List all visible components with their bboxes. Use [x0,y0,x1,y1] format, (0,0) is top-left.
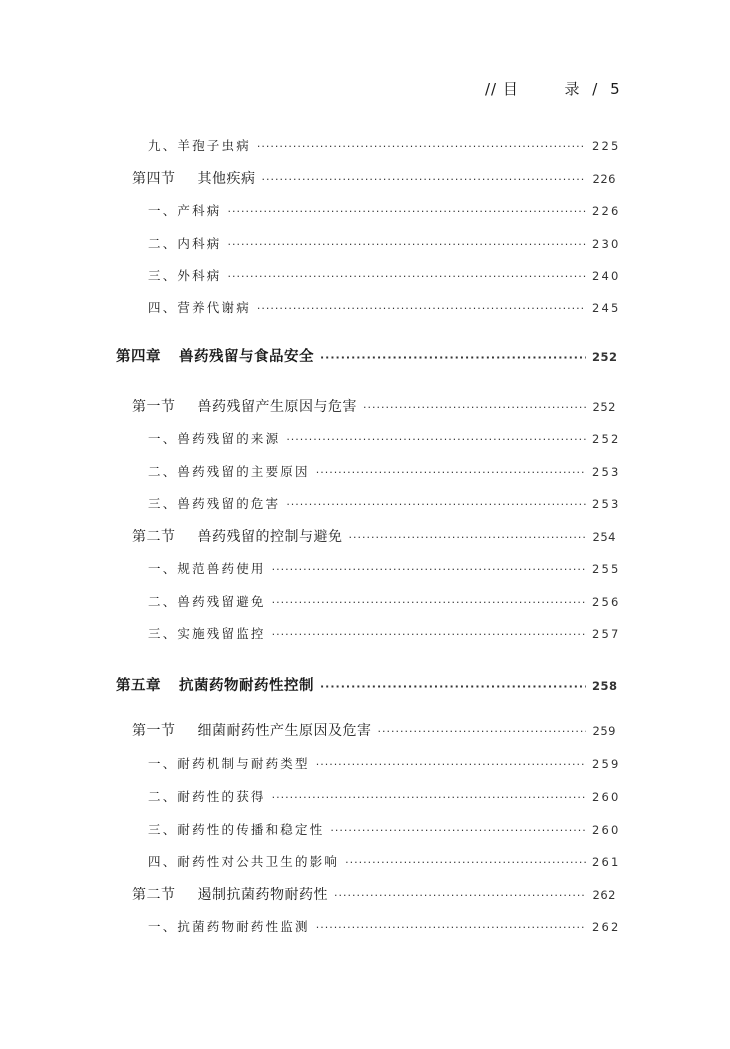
dot-leader [272,563,586,576]
toc-section[interactable] [132,526,616,546]
toc-item[interactable] [148,852,621,872]
toc-item-label: 一、规范兽药使用 [148,561,266,576]
toc-item-label: 二、兽药残留避免 [148,594,266,609]
toc-page-number: 245 [592,301,621,315]
toc-page-number: 225 [592,139,621,153]
toc-item-label: 四、营养代谢病 [148,300,251,315]
toc-item[interactable] [148,201,621,221]
toc-page-number: 258 [592,679,618,693]
toc-section[interactable] [132,884,616,904]
toc-item-label: 二、耐药性的获得 [148,789,266,804]
toc-section-number: 第二节 [132,887,176,903]
toc-page-number: 256 [592,595,621,609]
toc-page-number: 240 [592,269,621,283]
toc-page-number: 226 [592,204,621,218]
toc-item-label: 三、实施残留监控 [148,626,266,641]
toc-page-number: 260 [592,790,621,804]
toc-item-label: 一、兽药残留的来源 [148,431,281,446]
dot-leader [262,173,587,186]
toc-item-label: 九、羊孢子虫病 [148,138,251,153]
header-title-part2: 录 [564,80,581,98]
toc-page-number: 262 [592,920,621,934]
toc-page-number: 260 [592,823,621,837]
toc-item[interactable] [148,298,621,318]
toc-item-label: 四、耐药性对公共卫生的影响 [148,854,340,869]
dot-leader [349,531,587,544]
toc-item[interactable] [148,266,621,286]
toc-page-number: 254 [592,530,616,544]
toc-page-number: 255 [592,562,621,576]
toc-item[interactable] [148,754,621,774]
dot-leader [316,758,586,771]
toc-item[interactable] [148,820,621,840]
toc-item[interactable] [148,234,621,254]
dot-leader [316,921,586,934]
toc-section-number: 第一节 [132,723,176,739]
dot-leader [257,140,586,153]
dot-leader [228,238,586,251]
toc-item[interactable] [148,624,621,644]
running-header [485,78,621,99]
toc-item[interactable] [148,429,621,449]
dot-leader [378,725,587,738]
toc-item-label: 一、产科病 [148,203,222,218]
toc-chapter-number: 第四章 [116,349,161,365]
dot-leader [320,680,586,693]
toc-item-label: 一、耐药机制与耐药类型 [148,756,310,771]
dot-leader [272,596,586,609]
dot-leader [334,889,586,902]
toc-chapter[interactable] [116,674,616,694]
toc-item[interactable] [148,136,621,156]
toc-item-label: 三、外科病 [148,268,222,283]
toc-item[interactable] [148,592,621,612]
toc-page-number: 253 [592,465,621,479]
dot-leader [316,466,586,479]
toc-section-number: 第四节 [132,171,176,187]
toc-page-number: 230 [592,237,621,251]
toc-section-label: 兽药残留的控制与避免 [197,529,343,545]
toc-page-number: 262 [592,888,616,902]
toc-section[interactable] [132,168,616,188]
toc-item[interactable] [148,462,621,482]
dot-leader [257,302,586,315]
toc-page-number: 252 [592,400,616,414]
toc-item[interactable] [148,494,621,514]
toc-page-number: 259 [592,724,616,738]
dot-leader [228,270,586,283]
toc-page-number: 261 [592,855,621,869]
toc-page-number: 253 [592,497,621,511]
toc-section-label: 其他疾病 [197,171,256,187]
dot-leader [345,856,586,869]
toc-section-label: 细菌耐药性产生原因及危害 [197,723,372,739]
header-page-number: 5 [610,80,621,98]
toc-page-number: 259 [592,757,621,771]
toc-section-label: 兽药残留产生原因与危害 [197,399,357,415]
toc-item-label: 三、兽药残留的危害 [148,496,281,511]
toc-chapter[interactable] [116,345,616,365]
toc-page-number: 226 [592,172,616,186]
toc-chapter-label: 抗菌药物耐药性控制 [179,678,314,694]
toc-item[interactable] [148,787,621,807]
dot-leader [320,351,586,364]
dot-leader [286,433,586,446]
toc-item[interactable] [148,559,621,579]
dot-leader [272,791,586,804]
toc-chapter-number: 第五章 [116,678,161,694]
toc-section[interactable] [132,396,616,416]
toc-page-number: 252 [592,350,618,364]
toc-item-label: 三、耐药性的传播和稳定性 [148,822,325,837]
dot-leader [272,628,586,641]
toc-item-label: 二、内科病 [148,236,222,251]
toc-section-number: 第二节 [132,529,176,545]
toc-item-label: 一、抗菌药物耐药性监测 [148,919,310,934]
toc-item[interactable] [148,917,621,937]
header-title-part1: 目 [502,80,519,98]
toc-chapter-label: 兽药残留与食品安全 [179,349,314,365]
dot-leader [363,401,586,414]
toc-section-number: 第一节 [132,399,176,415]
dot-leader [228,205,586,218]
dot-leader [286,498,586,511]
toc-section-label: 遏制抗菌药物耐药性 [197,887,328,903]
toc-page-number: 252 [592,432,621,446]
header-prefix: // [485,80,498,98]
toc-section[interactable] [132,720,616,740]
toc-page-number: 257 [592,627,621,641]
toc-item-label: 二、兽药残留的主要原因 [148,464,310,479]
dot-leader [330,824,586,837]
header-separator: / [592,80,599,98]
